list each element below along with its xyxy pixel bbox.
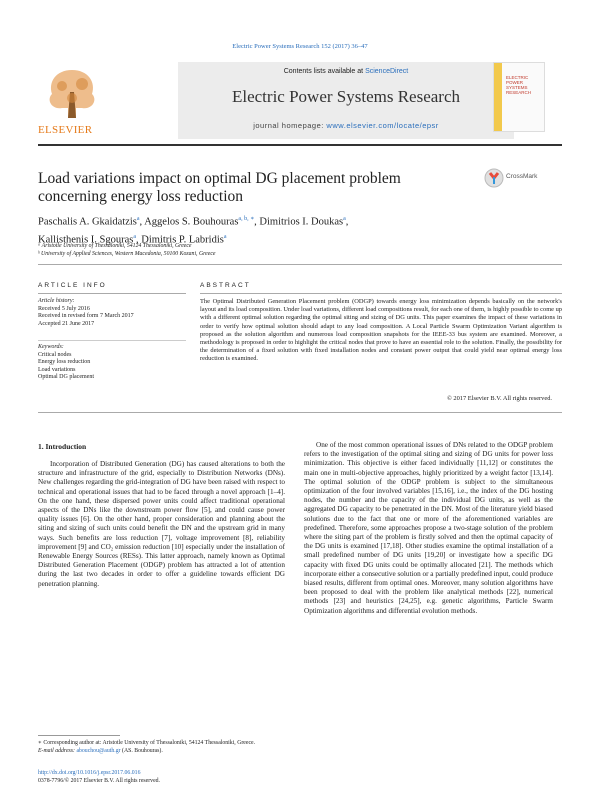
- author-name[interactable]: Paschalis A. Gkaidatzis: [38, 216, 137, 228]
- affiliation-b: ᵇ University of Applied Sciences, Western Macedonia, 50100 Kozani, Greece: [38, 251, 216, 257]
- body-paragraph: Incorporation of Distributed Generation (DG) has caused alterations to both the structure and infrastructure of the grid, especially to Distribution Networks (DNs). New challenges regarding the grid-integration of DG have been raised with respect to technical and operational issues that had to be faced through a novel approach [1–4]. On the one hand, these dispersed power units could affect traditional operational aspects of the DNs like the downstream power flow [5], and could cause power quality issues [6]. On the other hand, proper consideration and planning about the siting and sizing of such units could benefit the DN and the upstream grid in many ways. Such benefits are loss reduction [7], voltage improvement [8], reliability improvement [9] and CO₂ emission reduction [10] especially under the installation of Renewable Energy Sources (RESs). This latter approach, namely known as Optimal Distributed Generation Placement (ODGP) problem has attracted a lot of attention during the last two decades in order to offer a guideline towards efficient DG penetration planning.: [38, 460, 285, 588]
- history-label: Article history:: [38, 298, 75, 304]
- abstract-heading: ABSTRACT: [200, 282, 251, 289]
- author-affil-marker[interactable]: a: [223, 233, 227, 240]
- keyword-item: Optimal DG placement: [38, 374, 94, 380]
- author-name[interactable]: Aggelos S. Bouhouras: [144, 216, 239, 228]
- author-name[interactable]: Dimitris P. Labridis: [141, 234, 224, 245]
- keywords: [38, 344, 188, 382]
- crossmark-label: CrossMark: [506, 173, 538, 180]
- sciencedirect-link[interactable]: ScienceDirect: [365, 68, 409, 75]
- author-name[interactable]: Dimitrios I. Doukas: [259, 216, 344, 228]
- article-title: Load variations impact on optimal DG placement problem concerning energy loss reduction: [38, 170, 401, 205]
- divider: [38, 412, 562, 413]
- publisher-wordmark: ELSEVIER: [38, 124, 93, 136]
- contents-line: [178, 68, 514, 75]
- doi-block: [38, 770, 160, 785]
- journal-reference[interactable]: Electric Power Systems Research 152 (2017) 36–47: [232, 43, 368, 50]
- keywords-label: Keywords:: [38, 344, 64, 350]
- article-info-heading: ARTICLE INFO: [38, 282, 107, 289]
- email-label: E-mail address:: [38, 747, 77, 754]
- affiliation-a: ᵃ Aristotle University of Thessaloniki, 54124 Thessaloniki, Greece: [38, 243, 192, 249]
- history-accepted: Accepted 21 June 2017: [38, 320, 95, 327]
- body-paragraph: One of the most common operational issues of DNs related to the ODGP problem refers to the investigation of the optimal siting and sizing of DG units for power loss minimization. This objective is either faced individually [11,12] or constitutes the main one in multi-objective approaches, highly prioritized by a weight factor [13,14]. The optimal solution of the ODGP problem is subject to the simultaneous optimization of the four involved variables [15,16], i.e., the index of the DG hosting nodes, the number and the capacity of the individual DG units, as well as the aggregated DG capacity to be penetrated in the DN. Most of the literature yield biased solutions due to the fact that one or more of the aforementioned variables are predefined. Therefore, some approaches propose a two-stage solution of the problem where the siting part of the problem is firstly solved and then the optimal capacity of the DG units is examined [17,18]. Other studies examine the optimal installation of a small predefined number of DG units [19,20] or investigate how a specific DG capacity with fixed DG units could be optimally allocated [21]. The methods which incorporate either a consecutive solution or a partially predefined input, could produce biased results, different from optimal ones. Moreover, many solution algorithms have been proposed to deal with the problem like analytical methods [22], numerical methods [23] and heuristics [24,25], e.g. genetic algorithms, Particle Swarm Optimization algorithms and differential evolution methods.: [304, 441, 553, 615]
- crossmark-badge[interactable]: [484, 168, 564, 188]
- crossmark-icon: [484, 168, 504, 188]
- divider: [38, 264, 562, 265]
- email-suffix: (AS. Bouhouras).: [120, 747, 163, 754]
- divider: [38, 293, 186, 294]
- doi-link[interactable]: http://dx.doi.org/10.1016/j.epsr.2017.06.016: [38, 770, 141, 776]
- homepage-prefix: journal homepage:: [253, 121, 327, 130]
- journal-cover-thumbnail: [493, 62, 545, 132]
- author-affil-marker[interactable]: a: [133, 233, 137, 240]
- divider: [200, 293, 562, 294]
- contents-prefix: Contents lists available at: [283, 68, 366, 75]
- author-name[interactable]: Kallisthenis I. Sgouras: [38, 234, 134, 245]
- email-link[interactable]: abouchou@auth.gr: [76, 747, 121, 754]
- journal-title: Electric Power Systems Research: [231, 87, 460, 106]
- cover-stripe: [494, 63, 502, 131]
- author-list: Paschalis A. Gkaidatzis$^a$, Aggelos S. Bouhouras$^{a, b, ∗}$, Dimitrios I. Doukas$^a$, Kallisthenis I. Sgouras$^a$, Dimitris P. Labridis$^a$: [38, 216, 349, 245]
- author-affil-marker[interactable]: a: [343, 216, 346, 222]
- issn-line: 0378-7796/© 2017 Elsevier B.V. All rights reserved.: [38, 777, 160, 784]
- abstract-copyright: © 2017 Elsevier B.V. All rights reserved.: [446, 395, 552, 402]
- header-rule: [38, 144, 562, 146]
- keyword-item: Load variations: [38, 366, 76, 373]
- article-history: [38, 298, 188, 328]
- homepage-link[interactable]: www.elsevier.com/locate/epsr: [326, 121, 439, 130]
- author-affil-marker[interactable]: a, b, ∗: [238, 216, 255, 222]
- cover-title: ELECTRIC POWER SYSTEMS RESEARCH: [506, 75, 532, 95]
- history-received: Received 5 July 2016: [38, 305, 90, 312]
- author-affil-marker[interactable]: a: [136, 216, 140, 222]
- body-column-left: [38, 460, 285, 589]
- divider: [38, 340, 186, 341]
- affiliations: [38, 242, 558, 258]
- history-revised: Received in revised form 7 March 2017: [38, 313, 134, 319]
- email-line: [38, 748, 285, 756]
- corresponding-author-note: ∗ Corresponding author at: Aristotle University of Thessaloniki, 54124 Thessaloniki, Greece.: [38, 740, 256, 746]
- keyword-item: Critical nodes: [38, 351, 72, 358]
- journal-homepage: [178, 121, 514, 130]
- keyword-item: Energy loss reduction: [38, 359, 91, 365]
- abstract-text: The Optimal Distributed Generation Placement problem (ODGP) towards energy loss minimization depends basically on the network's layout and its load composition. Under load variations, different load compositions result, for each one of them, is highly possible to come up with a different optimal solution regarding the optimal siting and sizing of DG units. This paper examines the impact of these variations in order to verify how optimal solution should adapt to any load composition. A Local Particle Swarm Optimization Variant algorithm is proposed as the solution algorithm and numerous load composition snapshots for the IEEE-33 bus system are examined. Moreover, a methodology is proposed in order to highlight the critical nodes that prove to have an essential role to the solution. Finally, the possibility for the determination of a fixed solution with fixed installation nodes and constant power output that could yield near optimal energy loss reduction is examined.: [200, 298, 562, 363]
- elsevier-tree-logo: [38, 62, 106, 128]
- section-heading-introduction: 1. Introduction: [38, 442, 87, 451]
- footnote: [38, 740, 285, 755]
- footnote-rule: [38, 735, 120, 736]
- body-column-right: [304, 441, 553, 616]
- journal-banner: [38, 62, 562, 142]
